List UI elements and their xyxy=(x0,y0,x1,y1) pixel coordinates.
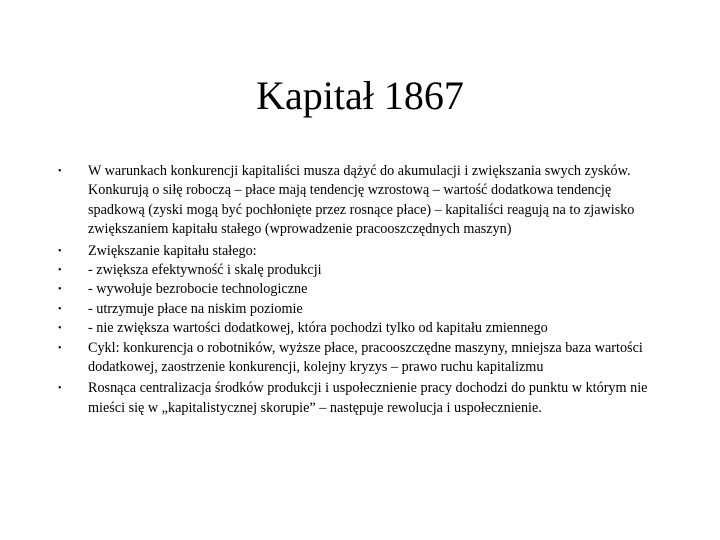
bullet-icon: • xyxy=(58,265,62,277)
bullet-text: Rosnąca centralizacja środków produkcji i uspołecznienie pracy dochodzi do punktu w którym nie mieści się w „kapitalistycznej skorupie” – następuje rewolucja i uspołecznienie. xyxy=(88,380,648,416)
bullet-item xyxy=(52,339,662,378)
bullet-icon: • xyxy=(58,383,62,395)
bullet-item xyxy=(52,242,662,261)
bullet-item xyxy=(52,162,662,240)
bullet-text: Zwiększanie kapitału stałego: xyxy=(88,242,257,259)
bullet-item xyxy=(52,319,662,338)
bullet-item xyxy=(52,280,662,299)
bullet-icon: • xyxy=(58,323,62,335)
bullet-list xyxy=(52,162,662,418)
bullet-item xyxy=(52,379,662,418)
bullet-icon: • xyxy=(58,303,62,315)
bullet-text: Cykl: konkurencja o robotników, wyższe płace, pracooszczędne maszyny, mniejsza baza wartości dodatkowej, zaostrzenie konkurencji, kolejny kryzys – prawo ruchu kapitalizmu xyxy=(88,339,643,376)
bullet-text: - zwiększa efektywność i skalę produkcji xyxy=(88,262,322,279)
bullet-text: - utrzymuje płace na niskim poziomie xyxy=(88,300,303,317)
bullet-item xyxy=(52,261,662,280)
bullet-icon: • xyxy=(58,284,62,296)
bullet-item xyxy=(52,300,662,319)
bullet-text: - wywołuje bezrobocie technologiczne xyxy=(88,281,308,298)
slide-title: Kapitał 1867 xyxy=(256,73,464,118)
bullet-icon: • xyxy=(58,342,62,354)
bullet-text: - nie zwiększa wartości dodatkowej, która pochodzi tylko od kapitału zmiennego xyxy=(88,320,548,337)
bullet-icon: • xyxy=(58,245,62,257)
bullet-icon: • xyxy=(58,166,62,177)
bullet-text: W warunkach konkurencji kapitaliści musza dążyć do akumulacji i zwiększania swych zysków. Konkurują o siłę roboczą – płace mają tendencję wzrostową – wartość dodatkowa tendencję spadkową (zyski mogą być pochłonięte przez rosnące płace) – kapitaliści reagują na to zjawisko zwiększaniem kapitału stałego (wprowadzenie pracooszczędnych maszyn) xyxy=(88,163,635,238)
